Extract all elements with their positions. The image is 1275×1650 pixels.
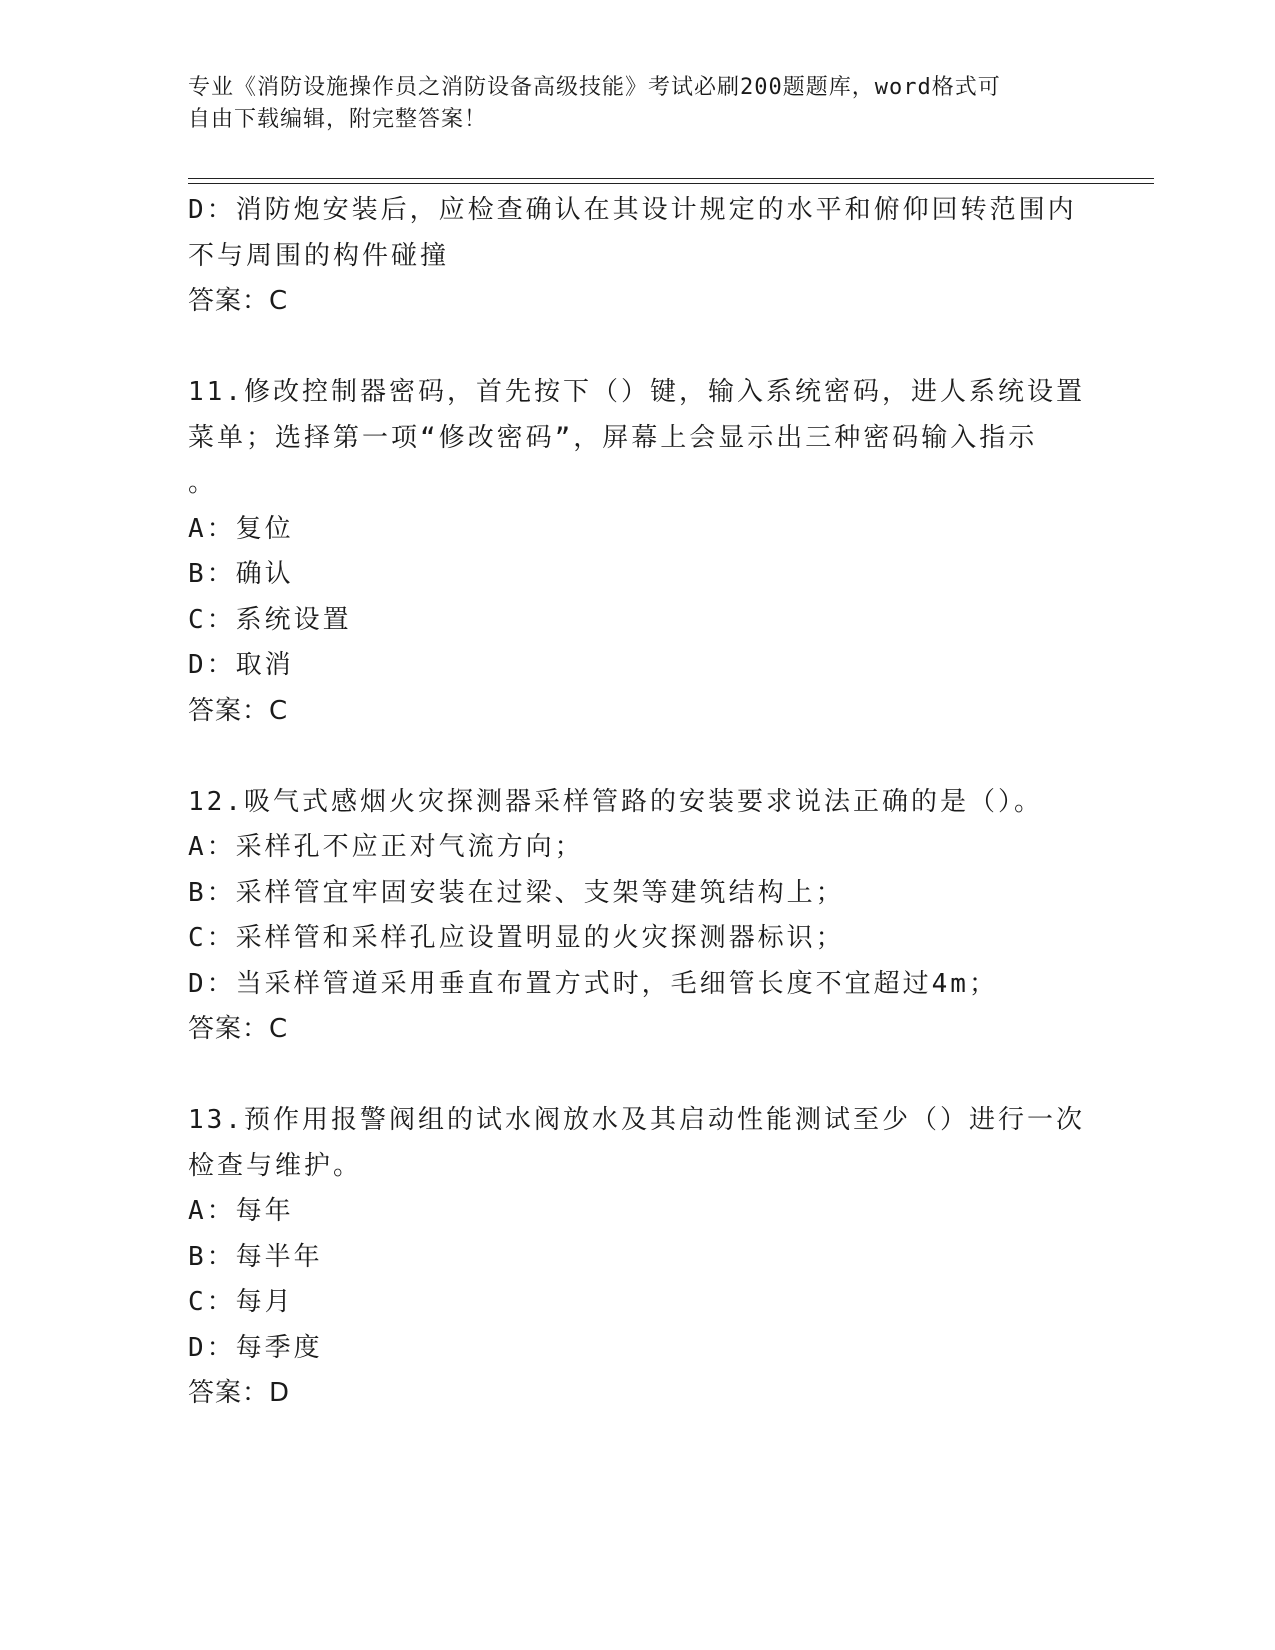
option-d: D：每季度 (188, 1332, 323, 1363)
question-spacer (188, 325, 1088, 371)
option-c: C：系统设置 (188, 604, 352, 635)
header-divider-top (188, 178, 1154, 179)
header-divider-bottom (188, 183, 1154, 184)
option-d-line-2: 不与周围的构件碰撞 (188, 240, 450, 271)
answer-label: 答案： (188, 695, 270, 726)
answer-value: C (269, 286, 289, 316)
header-line-2: 自由下载编辑，附完整答案！ (188, 107, 488, 132)
answer (188, 1007, 1088, 1053)
question-stem-line: 11.修改控制器密码，首先按下（）键，输入系统密码，进人系统设置 (188, 377, 1085, 407)
answer (188, 279, 1088, 325)
option-c: C：采样管和采样孔应设置明显的火灾探测器标识； (188, 923, 845, 953)
option-d-line-1: D：消防炮安装后，应检查确认在其设计规定的水平和俯仰回转范围内 (188, 195, 1077, 225)
option-b: B：采样管宜牢固安装在过梁、支架等建筑结构上； (188, 877, 845, 908)
option-c: C：每月 (188, 1287, 294, 1317)
answer-value: D (269, 1378, 291, 1408)
option-a: A：每年 (188, 1196, 294, 1226)
question-stem-line: 菜单；选择第一项“修改密码”，屏幕上会显示出三种密码输入指示 (188, 422, 1038, 453)
option-b: B：每半年 (188, 1241, 323, 1272)
answer-value: C (269, 695, 289, 726)
option-d: D：当采样管道采用垂直布置方式时，毛细管长度不宜超过4m； (188, 968, 998, 999)
answer-label: 答案： (188, 286, 270, 316)
question-spacer (188, 734, 1088, 780)
answer-value: C (269, 1014, 289, 1044)
question-stem-line: 检查与维护。 (188, 1150, 363, 1181)
answer-label: 答案： (188, 1378, 270, 1408)
question-12 (188, 780, 1088, 1053)
question-stem-line: 。 (188, 468, 218, 498)
document-header (188, 72, 1068, 136)
question-10-continuation (188, 188, 1088, 325)
question-spacer (188, 1053, 1088, 1099)
header-line-1: 专业《消防设施操作员之消防设备高级技能》考试必刷200题题库，word格式可 (188, 75, 1001, 100)
option-a: A：复位 (188, 513, 294, 544)
option-b: B：确认 (188, 559, 294, 589)
question-stem-line: 13.预作用报警阀组的试水阀放水及其启动性能测试至少（）进行一次 (188, 1105, 1085, 1135)
question-content (188, 188, 1088, 1417)
question-13 (188, 1098, 1088, 1417)
question-stem-line: 12.吸气式感烟火灾探测器采样管路的安装要求说法正确的是（）。 (188, 786, 1043, 817)
question-11 (188, 370, 1088, 734)
option-a: A：采样孔不应正对气流方向； (188, 832, 584, 862)
answer-label: 答案： (188, 1014, 270, 1044)
answer (188, 689, 1088, 735)
answer (188, 1371, 1088, 1417)
option-d: D：取消 (188, 650, 294, 680)
